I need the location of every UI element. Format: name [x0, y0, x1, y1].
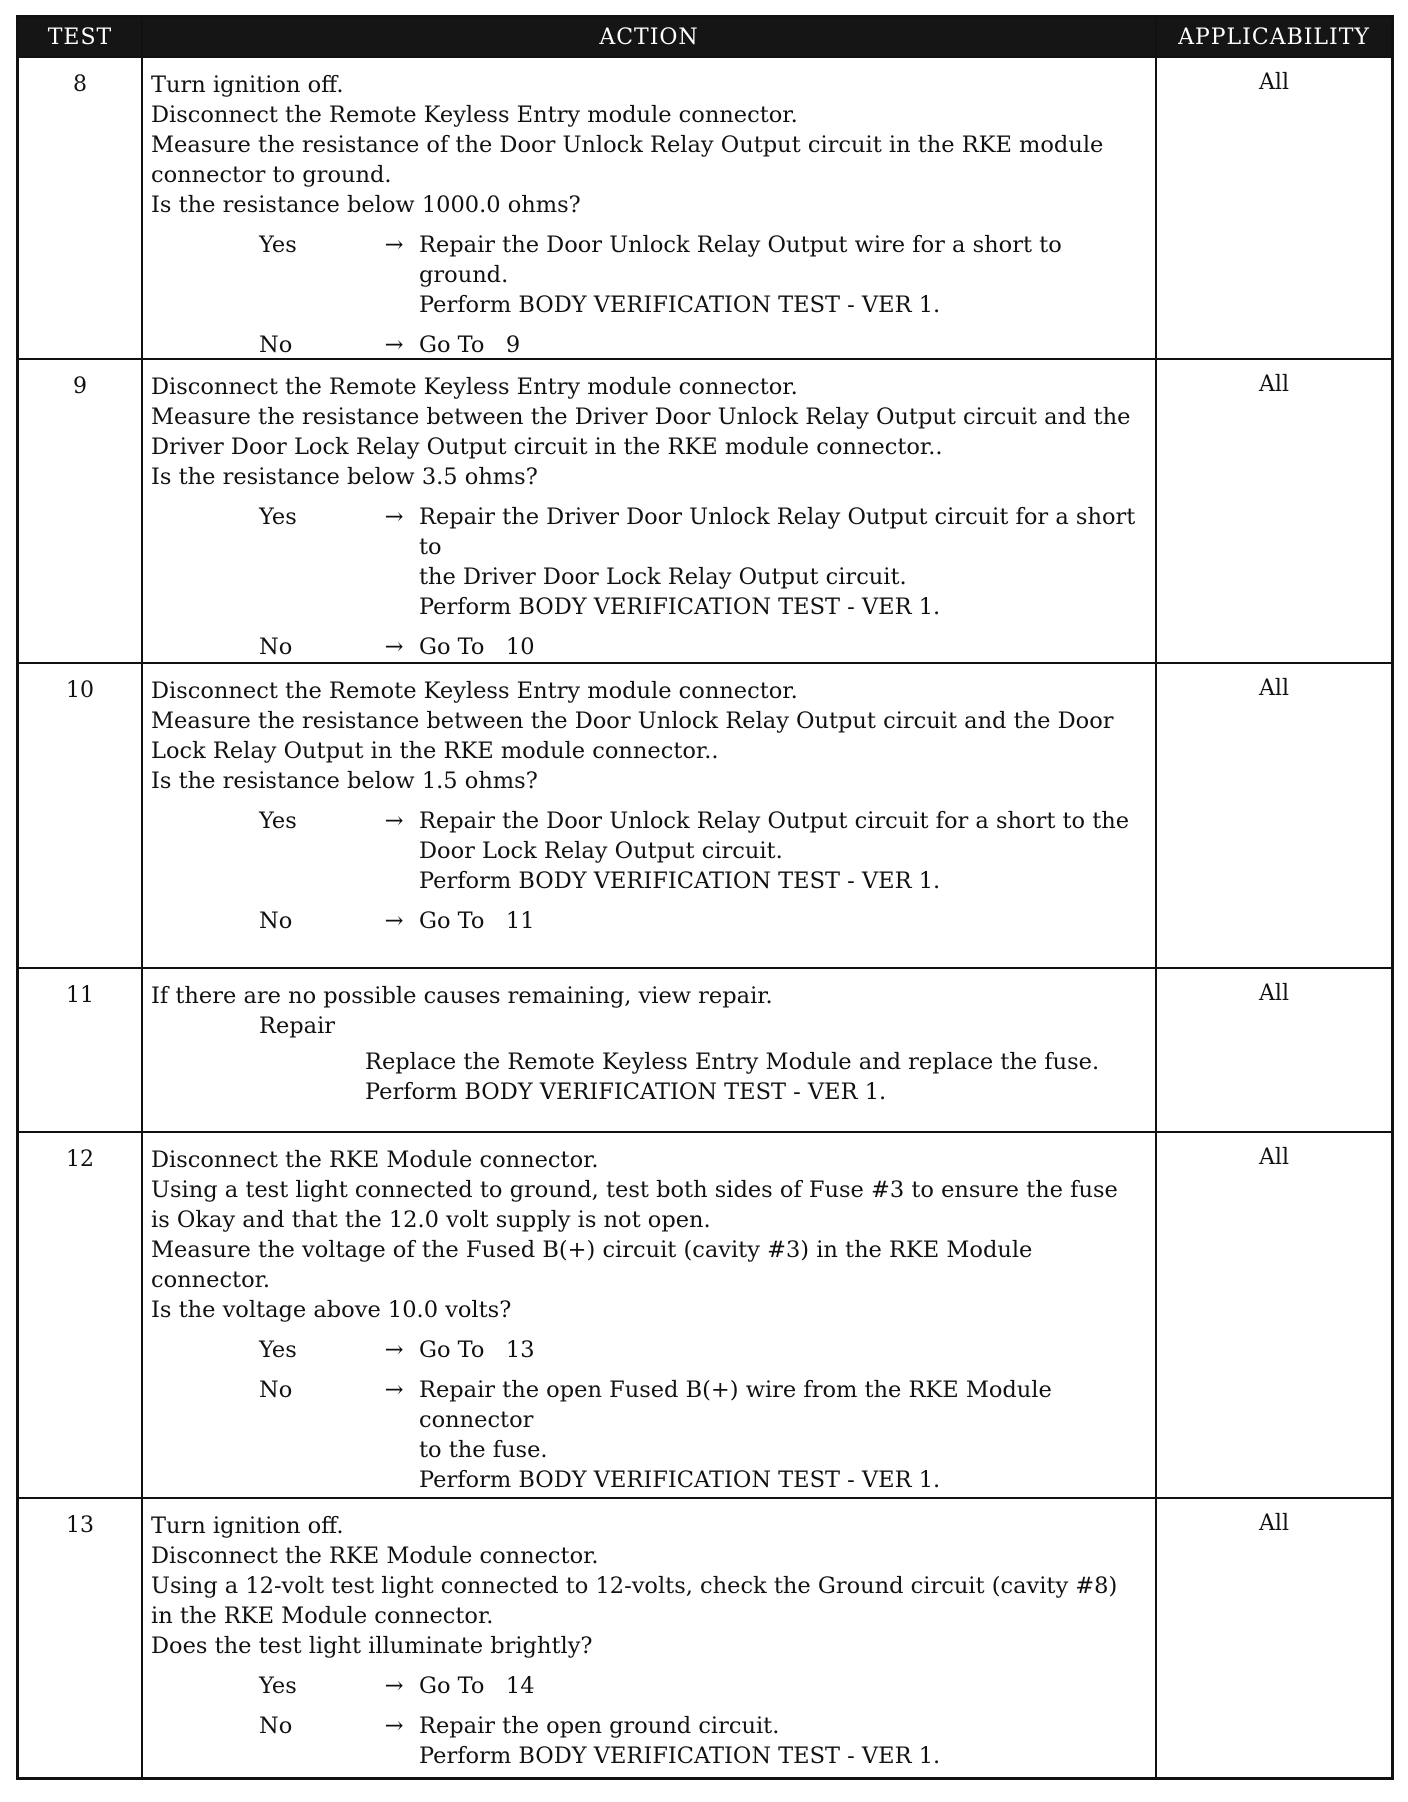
action-line: Is the resistance below 1.5 ohms?	[151, 768, 538, 794]
no-branch	[151, 1711, 1151, 1771]
action-line: Using a test light connected to ground, test both sides of Fuse #3 to ensure the fuse	[151, 1177, 1118, 1203]
result-line: to the fuse.	[419, 1437, 548, 1463]
yes-branch	[151, 1671, 1151, 1701]
yes-label: Yes	[259, 504, 297, 530]
repair-line: Replace the Remote Keyless Entry Module and replace the fuse.	[365, 1049, 1100, 1075]
yes-branch	[151, 1335, 1151, 1365]
yes-label: Yes	[259, 232, 297, 258]
arrow-icon: →	[384, 808, 404, 834]
action-cell	[151, 58, 1151, 360]
result-line: Repair the open Fused B(+) wire from the RKE Module connector	[419, 1377, 1052, 1433]
action-line: is Okay and that the 12.0 volt supply is not open.	[151, 1207, 711, 1233]
result-line: Door Lock Relay Output circuit.	[419, 838, 783, 864]
action-line: Is the resistance below 1000.0 ohms?	[151, 192, 581, 218]
test-number: 8	[73, 72, 87, 97]
no-label: No	[259, 908, 293, 934]
result-line: Repair the open ground circuit.	[419, 1713, 780, 1739]
arrow-icon: →	[384, 504, 404, 530]
action-line: Driver Door Lock Relay Output circuit in the RKE module connector..	[151, 434, 943, 460]
action-line: Disconnect the RKE Module connector.	[151, 1147, 599, 1173]
applicability: All	[1259, 981, 1289, 1006]
action-line: connector.	[151, 1267, 271, 1293]
no-branch	[151, 330, 1151, 360]
action-line: Lock Relay Output in the RKE module connector..	[151, 738, 719, 764]
result-line: Perform BODY VERIFICATION TEST - VER 1.	[419, 1743, 941, 1769]
action-line: Does the test light illuminate brightly?	[151, 1633, 593, 1659]
action-line: Disconnect the RKE Module connector.	[151, 1543, 599, 1569]
test-number: 9	[73, 374, 87, 399]
action-line: in the RKE Module connector.	[151, 1603, 494, 1629]
action-line: Measure the resistance of the Door Unlock Relay Output circuit in the RKE module	[151, 132, 1104, 158]
arrow-icon: →	[384, 1377, 404, 1403]
yes-label: Yes	[259, 1673, 297, 1699]
action-cell	[151, 664, 1151, 936]
no-label: No	[259, 332, 293, 358]
arrow-icon: →	[384, 634, 404, 660]
yes-label: Yes	[259, 1337, 297, 1363]
action-line: If there are no possible causes remaining, view repair.	[151, 983, 773, 1009]
repair-line: Perform BODY VERIFICATION TEST - VER 1.	[365, 1079, 887, 1105]
table-row	[19, 358, 1391, 662]
action-line: Disconnect the Remote Keyless Entry module connector.	[151, 102, 798, 128]
arrow-icon: →	[384, 1713, 404, 1739]
action-line: Is the resistance below 3.5 ohms?	[151, 464, 538, 490]
applicability: All	[1259, 372, 1289, 397]
no-label: No	[259, 1377, 293, 1403]
result-line: Go To 13	[419, 1337, 535, 1363]
arrow-icon: →	[384, 332, 404, 358]
action-line: Using a 12-volt test light connected to 12-volts, check the Ground circuit (cavity #8)	[151, 1573, 1118, 1599]
no-branch	[151, 906, 1151, 936]
arrow-icon: →	[384, 1673, 404, 1699]
action-cell	[151, 360, 1151, 662]
test-number: 12	[66, 1147, 94, 1172]
result-line: Go To 9	[419, 332, 521, 358]
result-line: Perform BODY VERIFICATION TEST - VER 1.	[419, 868, 941, 894]
no-label: No	[259, 1713, 293, 1739]
yes-branch	[151, 230, 1151, 320]
no-branch	[151, 632, 1151, 662]
applicability: All	[1259, 1145, 1289, 1170]
result-line: Go To 11	[419, 908, 535, 934]
table-row	[19, 1131, 1391, 1497]
applicability: All	[1259, 676, 1289, 701]
diagnostic-table	[16, 15, 1394, 1780]
action-cell	[151, 1133, 1151, 1495]
arrow-icon: →	[384, 908, 404, 934]
result-line: Perform BODY VERIFICATION TEST - VER 1.	[419, 1467, 941, 1493]
arrow-icon: →	[384, 232, 404, 258]
repair-label: Repair	[259, 1013, 336, 1039]
yes-label: Yes	[259, 808, 297, 834]
action-line: Disconnect the Remote Keyless Entry module connector.	[151, 374, 798, 400]
header-test: TEST	[19, 18, 141, 56]
action-line: Turn ignition off.	[151, 72, 344, 98]
table-row	[19, 967, 1391, 1131]
result-line: Perform BODY VERIFICATION TEST - VER 1.	[419, 594, 941, 620]
result-line: Repair the Driver Door Unlock Relay Output circuit for a short to	[419, 504, 1136, 560]
action-line: Measure the resistance between the Driver Door Unlock Relay Output circuit and the	[151, 404, 1131, 430]
table-row	[19, 1497, 1391, 1777]
test-number: 13	[66, 1513, 94, 1538]
arrow-icon: →	[384, 1337, 404, 1363]
table-row	[19, 56, 1391, 358]
test-number: 11	[66, 983, 94, 1008]
test-number: 10	[66, 678, 94, 703]
header-applicability: APPLICABILITY	[1157, 18, 1391, 56]
action-cell	[151, 1499, 1151, 1771]
result-line: Repair the Door Unlock Relay Output circuit for a short to the	[419, 808, 1130, 834]
action-line: connector to ground.	[151, 162, 392, 188]
result-line: the Driver Door Lock Relay Output circuit.	[419, 564, 907, 590]
header-action: ACTION	[143, 18, 1155, 56]
action-line: Measure the resistance between the Door Unlock Relay Output circuit and the Door	[151, 708, 1114, 734]
action-line: Is the voltage above 10.0 volts?	[151, 1297, 512, 1323]
applicability: All	[1259, 70, 1289, 95]
result-line: Go To 10	[419, 634, 535, 660]
action-cell	[151, 969, 1151, 1107]
action-line: Turn ignition off.	[151, 1513, 344, 1539]
yes-branch	[151, 502, 1151, 622]
no-branch	[151, 1375, 1151, 1495]
table-row	[19, 662, 1391, 967]
action-line: Measure the voltage of the Fused B(+) circuit (cavity #3) in the RKE Module	[151, 1237, 1033, 1263]
result-line: Go To 14	[419, 1673, 535, 1699]
applicability: All	[1259, 1511, 1289, 1536]
yes-branch	[151, 806, 1151, 896]
result-line: Repair the Door Unlock Relay Output wire for a short to ground.	[419, 232, 1062, 288]
result-line: Perform BODY VERIFICATION TEST - VER 1.	[419, 292, 941, 318]
no-label: No	[259, 634, 293, 660]
action-line: Disconnect the Remote Keyless Entry module connector.	[151, 678, 798, 704]
